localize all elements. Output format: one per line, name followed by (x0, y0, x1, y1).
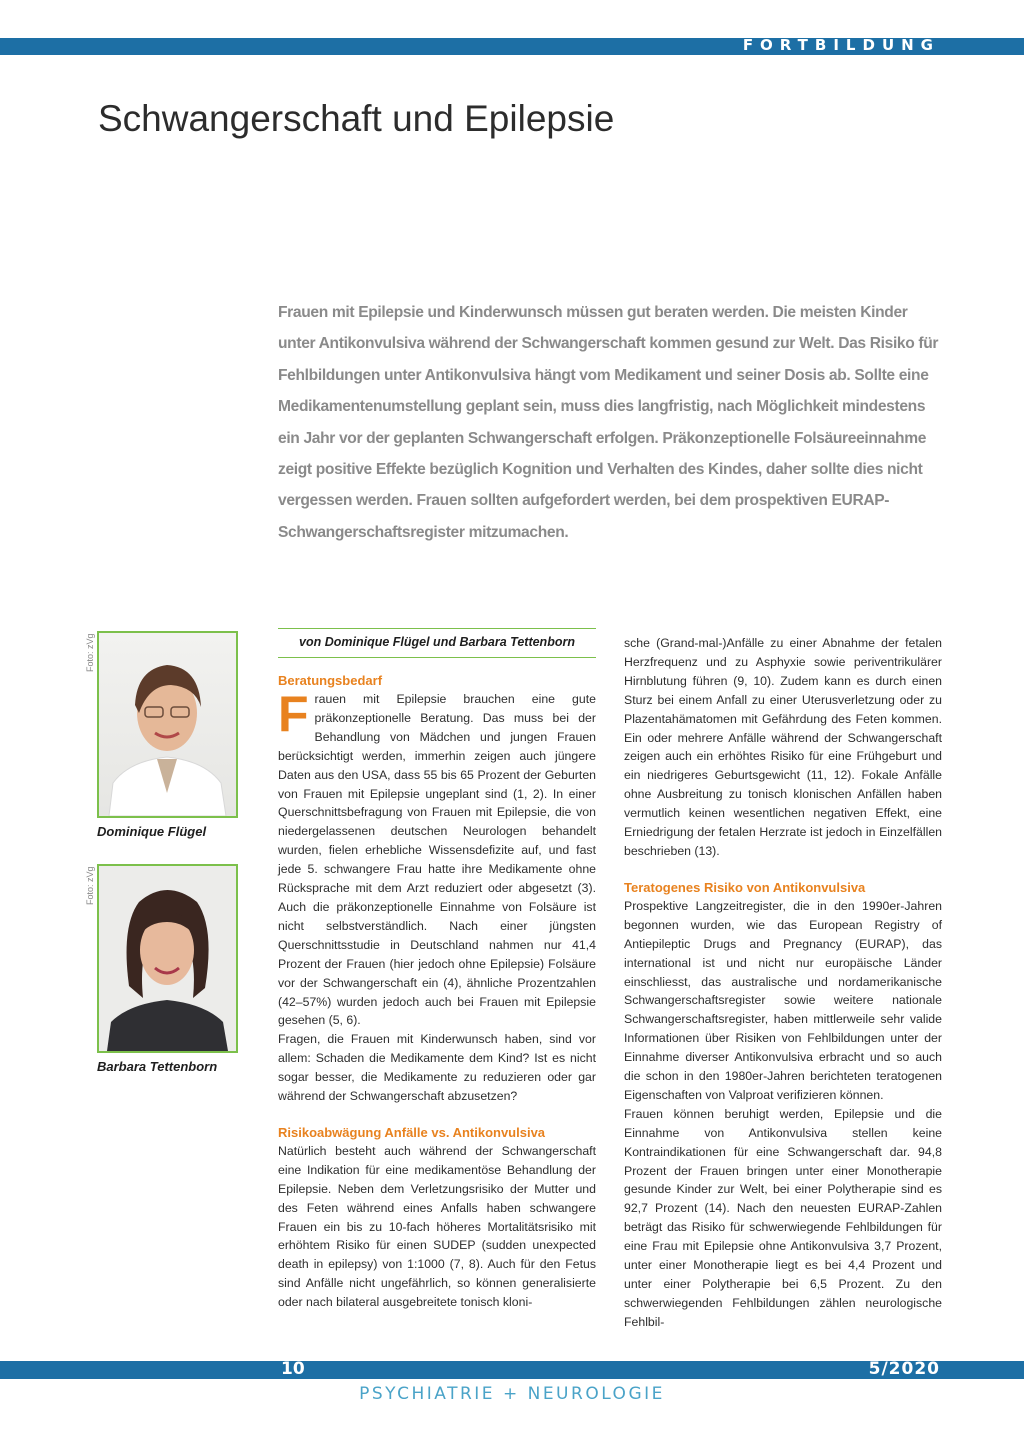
section-label: FORTBILDUNG (742, 36, 940, 54)
photo-credit-2: Foto: zVg (85, 866, 95, 905)
byline: von Dominique Flügel und Barbara Tettenborn (299, 635, 575, 649)
issue-number: 5/2020 (868, 1359, 940, 1379)
col1-paragraph-1-text: rauen mit Epilepsie brauchen eine gute präkonzeptionelle Beratung. Das muss bei der Behandlung von Mädchen und jungen Frauen berücksichtigt werden, immerhin zeigen auch jüngere Daten aus den USA, dass 55 bis 65 Prozent der Geburten von Frauen mit Epilepsie ungeplant sind (1, 2). In einer Querschnittsbefragung von Frauen mit Epilepsie, die von niedergelassenen deutschen Neurologen behandelt wurden, fielen erhebliche Wissensdefizite auf, und fast jede 5. schwangere Frau hatte ihre Medikamente ohne Rücksprache mit dem Arzt reduziert oder abgesetzt (3). Auch die präkonzeptionelle Einnahme von Folsäure ist nicht selbstverständlich. Nach einer jüngsten Querschnittsstudie in Deutschland nahmen nur 41,4 Prozent der Frauen (hier jedoch ohne Epilepsie) Folsäure vor der Schwangerschaft ein (4), ähnliche Prozentzahlen (42–57%) wurden jedoch auch bei Frauen mit Epilepsie gesehen (5, 6). (278, 692, 596, 1028)
journal-name: PSYCHIATRIE + NEUROLOGIE (359, 1384, 665, 1404)
col2-paragraph-2: Prospektive Langzeitregister, die in den 1990er-Jahren begonnen wurden, wie das European Registry of Antiepileptic Drugs and Pregnancy (EURAP), das international ist und nicht nur europäische Länder einschliesst, das australische und nordamerikanische Schwangerschaftsregister sowie weitere nationale Schwangerschaftsregister, haben mittlerweile sehr valide Informationen über Risiken von Fehlbildungen unter der Einnahme diverser Antikonvulsiva erbracht und so auch die schon in den 1980er-Jahren berichteten teratogenen Eigenschaften von Valproat verifizieren können. (624, 898, 942, 1102)
subhead-teratogenes-risiko: Teratogenes Risiko von Antikonvulsiva (624, 879, 866, 895)
byline-rule-top (278, 628, 596, 629)
col1-paragraph-2: Fragen, die Frauen mit Kinderwunsch haben, sind vor allem: Schaden die Medikamente dem Kind? Ist es nicht sogar besser, die Medikamente zu reduzieren oder gar während der Schwangerschaft abzusetzen? (278, 1032, 596, 1104)
col2-paragraph-3: Frauen können beruhigt werden, Epilepsie und die Einnahme von Antikonvulsiva stellen keine Kontraindikationen für eine Schwangerschaft dar. 94,8 Prozent der Frauen bringen unter einer Monotherapie gesunde Kinder zur Welt, bei einer Polytherapie sind es 92,7 Prozent (14). Nach den neuesten EURAP-Zahlen beträgt das Risiko für schwerwiegende Fehlbildungen für eine Frau mit Epilepsie ohne Antikonvulsiva 3,7 Prozent, unter einer Monotherapie liegt es bei 4,4 Prozent und unter einer Polytherapie bei 6,5 Prozent. Zu den schwerwiegenden Fehlbildungen zählen neurologische Fehlbil- (624, 1106, 942, 1329)
dropcap: F (278, 686, 309, 742)
col1-paragraph-1 (278, 686, 596, 1030)
col1-paragraph-3: Natürlich besteht auch während der Schwangerschaft eine Indikation für eine medikamentöse Behandlung der Epilepsie. Neben dem Verletzungsrisiko der Mutter und des Feten während eines Anfalls haben schwangere Frauen ein bis zu 10-fach höheres Mortalitätsrisiko mit erhöhtem Risiko für einen SUDEP (sudden unexpected death in epilepsy) von 1:1000 (7, 8). Auch für den Fetus sind Anfälle nicht ungefährlich, so können generalisierte oder nach bilateral ausgebreitete tonisch kloni- (278, 1143, 596, 1310)
author-photo-2 (97, 864, 238, 1053)
page-number: 10 (281, 1359, 305, 1379)
portrait-1-image (99, 633, 236, 816)
portrait-2-image (99, 866, 236, 1051)
col2-paragraph-1: sche (Grand-mal-)Anfälle zu einer Abnahme der fetalen Herzfrequenz und zu Asphyxie sowie periventrikulärer Hirnblutung führen (9, 10). Zudem kann es durch einen Sturz bei einem Anfall zu einer Uterusverletzung oder zu Plazentahämatomen mit Gefährdung des Feten kommen. Ein oder mehrere Anfälle während der Schwangerschaft zeigen auch ein erhöhtes Risiko für eine Frühgeburt und ein niedrigeres Geburtsgewicht (11, 12). Fokale Anfälle ohne Ausbreitung zu tonisch klonischen Anfällen haben vermutlich keinen wesentlichen negativen Effekt, eine Erniedrigung der fetalen Herzrate ist jedoch in Einzelfällen beschrieben (13). (624, 636, 942, 858)
article-column-2 (624, 634, 942, 1332)
subhead-beratungsbedarf: Beratungsbedarf (278, 673, 383, 688)
subhead-risikoabwaegung: Risikoabwägung Anfälle vs. Antikonvulsiva (278, 1124, 546, 1140)
author-name-2: Barbara Tettenborn (97, 1059, 218, 1074)
author-photo-1 (97, 631, 238, 818)
article-lead: Frauen mit Epilepsie und Kinderwunsch müssen gut beraten werden. Die meisten Kinder unter Antikonvulsiva während der Schwangerschaft kommen gesund zur Welt. Das Risiko für Fehlbildungen unter Antikonvulsiva hängt vom Medikament und seiner Dosis ab. Sollte eine Medikamentenumstellung geplant sein, muss dies langfristig, nach Möglichkeit mindestens ein Jahr vor der geplanten Schwangerschaft erfolgen. Präkonzeptionelle Folsäureeinnahme zeigt positive Effekte bezüglich Kognition und Verhalten des Kindes, daher sollte dies nicht vergessen werden. Frauen sollten aufgefordert werden, bei dem prospektiven EURAP- Schwangerschaftsregister mitzumachen. (278, 304, 939, 541)
author-name-1: Dominique Flügel (97, 824, 207, 839)
article-title: Schwangerschaft und Epilepsie (98, 98, 615, 139)
article-column-1 (278, 671, 596, 1312)
photo-credit-1: Foto: zVg (85, 633, 95, 672)
byline-rule-bottom (278, 657, 596, 658)
